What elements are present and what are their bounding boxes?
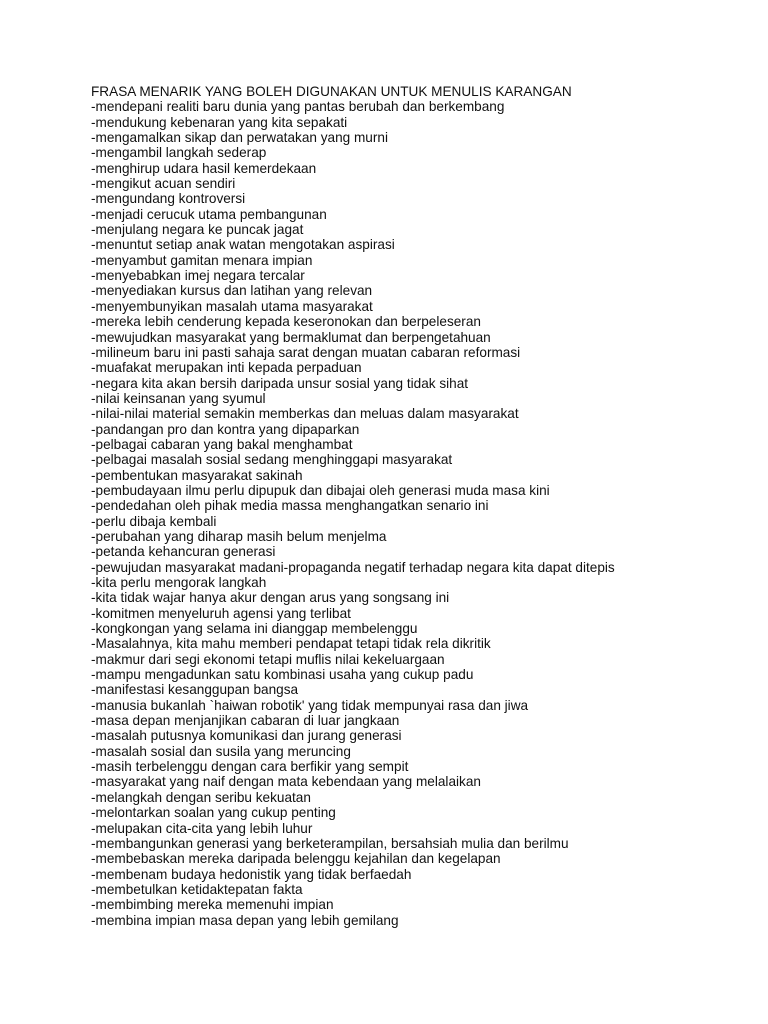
- phrase-item: -mendepani realiti baru dunia yang pantas berubah dan berkembang: [91, 99, 505, 115]
- phrase-item: -masalah sosial dan susila yang meruncing: [91, 743, 351, 759]
- phrase-item: -negara kita akan bersih daripada unsur sosial yang tidak sihat: [91, 375, 469, 391]
- phrase-item: -menyebabkan imej negara tercalar: [91, 268, 305, 284]
- phrase-item: -melangkah dengan seribu kekuatan: [91, 789, 311, 805]
- phrase-item: -mewujudkan masyarakat yang bermaklumat dan berpengetahuan: [91, 329, 491, 345]
- phrase-item: -pandangan pro dan kontra yang dipaparkan: [91, 421, 360, 437]
- phrase-list: [91, 99, 751, 928]
- phrase-item: -mereka lebih cenderung kepada keseronokan dan berpeleseran: [91, 314, 481, 330]
- phrase-item: -melontarkan soalan yang cukup penting: [91, 805, 336, 821]
- phrase-item: -menjulang negara ke puncak jagat: [91, 222, 304, 238]
- phrase-item: -membebaskan mereka daripada belenggu kejahilan dan kegelapan: [91, 851, 501, 867]
- phrase-item: -menyembunyikan masalah utama masyarakat: [91, 298, 373, 314]
- phrase-item: -membangunkan generasi yang berketerampilan, bersahsiah mulia dan berilmu: [91, 835, 569, 851]
- phrase-item: -menjadi cerucuk utama pembangunan: [91, 206, 327, 222]
- phrase-item: -masih terbelenggu dengan cara berfikir yang sempit: [91, 759, 409, 775]
- phrase-item: -menyediakan kursus dan latihan yang relevan: [91, 283, 373, 299]
- phrase-item: -mampu mengadunkan satu kombinasi usaha yang cukup padu: [91, 667, 474, 683]
- phrase-item: -membina impian masa depan yang lebih gemilang: [91, 912, 399, 928]
- phrase-item: -kita perlu mengorak langkah: [91, 575, 267, 590]
- phrase-item: -mengikut acuan sendiri: [91, 176, 236, 192]
- phrase-item: -petanda kehancuran generasi: [91, 544, 276, 560]
- phrase-item: -pewujudan masyarakat madani-propaganda negatif terhadap negara kita dapat ditepis: [91, 559, 615, 575]
- phrase-item: -membenam budaya hedonistik yang tidak berfaedah: [91, 866, 412, 882]
- phrase-item: -kita tidak wajar hanya akur dengan arus yang songsang ini: [91, 590, 450, 606]
- phrase-item: -membetulkan ketidaktepatan fakta: [91, 881, 303, 897]
- phrase-item: -pelbagai cabaran yang bakal menghambat: [91, 436, 353, 452]
- document-title: FRASA MENARIK YANG BOLEH DIGUNAKAN UNTUK MENULIS KARANGAN: [91, 84, 572, 99]
- phrase-item: -manusia bukanlah `haiwan robotik' yang tidak mempunyai rasa dan jiwa: [91, 697, 529, 713]
- document-page: [91, 84, 751, 928]
- phrase-item: -pembentukan masyarakat sakinah: [91, 467, 303, 483]
- phrase-item: -manifestasi kesanggupan bangsa: [91, 682, 299, 698]
- phrase-item: -menghirup udara hasil kemerdekaan: [91, 160, 317, 176]
- phrase-item: -pelbagai masalah sosial sedang menghinggapi masyarakat: [91, 452, 453, 468]
- phrase-item: -Masalahnya, kita mahu memberi pendapat tetapi tidak rela dikritik: [91, 636, 491, 652]
- phrase-item: -perubahan yang diharap masih belum menjelma: [91, 528, 387, 544]
- phrase-item: -membimbing mereka memenuhi impian: [91, 897, 334, 913]
- phrase-item: -milineum baru ini pasti sahaja sarat dengan muatan cabaran reformasi: [91, 344, 521, 360]
- phrase-item: -komitmen menyeluruh agensi yang terlibat: [91, 605, 351, 621]
- phrase-item: -menyambut gamitan menara impian: [91, 252, 313, 268]
- phrase-item: -mendukung kebenaran yang kita sepakati: [91, 114, 348, 130]
- phrase-item: -mengamalkan sikap dan perwatakan yang murni: [91, 130, 388, 146]
- phrase-item: -mengundang kontroversi: [91, 191, 246, 207]
- phrase-item: -perlu dibaja kembali: [91, 513, 217, 529]
- phrase-item: -pendedahan oleh pihak media massa menghangatkan senario ini: [91, 498, 489, 514]
- phrase-item: -nilai-nilai material semakin memberkas dan meluas dalam masyarakat: [91, 406, 519, 422]
- phrase-item: -masa depan menjanjikan cabaran di luar jangkaan: [91, 713, 400, 729]
- phrase-item: -pembudayaan ilmu perlu dipupuk dan dibajai oleh generasi muda masa kini: [91, 482, 550, 498]
- phrase-item: -makmur dari segi ekonomi tetapi muflis nilai kekeluargaan: [91, 651, 445, 667]
- phrase-item: -menuntut setiap anak watan mengotakan aspirasi: [91, 237, 395, 253]
- phrase-item: -kongkongan yang selama ini dianggap membelenggu: [91, 621, 418, 637]
- phrase-item: -masalah putusnya komunikasi dan jurang generasi: [91, 728, 402, 744]
- phrase-item: -nilai keinsanan yang syumul: [91, 390, 266, 406]
- phrase-item: -mengambil langkah sederap: [91, 145, 267, 161]
- phrase-item: -melupakan cita-cita yang lebih luhur: [91, 820, 313, 836]
- phrase-item: -muafakat merupakan inti kepada perpaduan: [91, 360, 362, 376]
- phrase-item: -masyarakat yang naif dengan mata kebendaan yang melalaikan: [91, 774, 481, 790]
